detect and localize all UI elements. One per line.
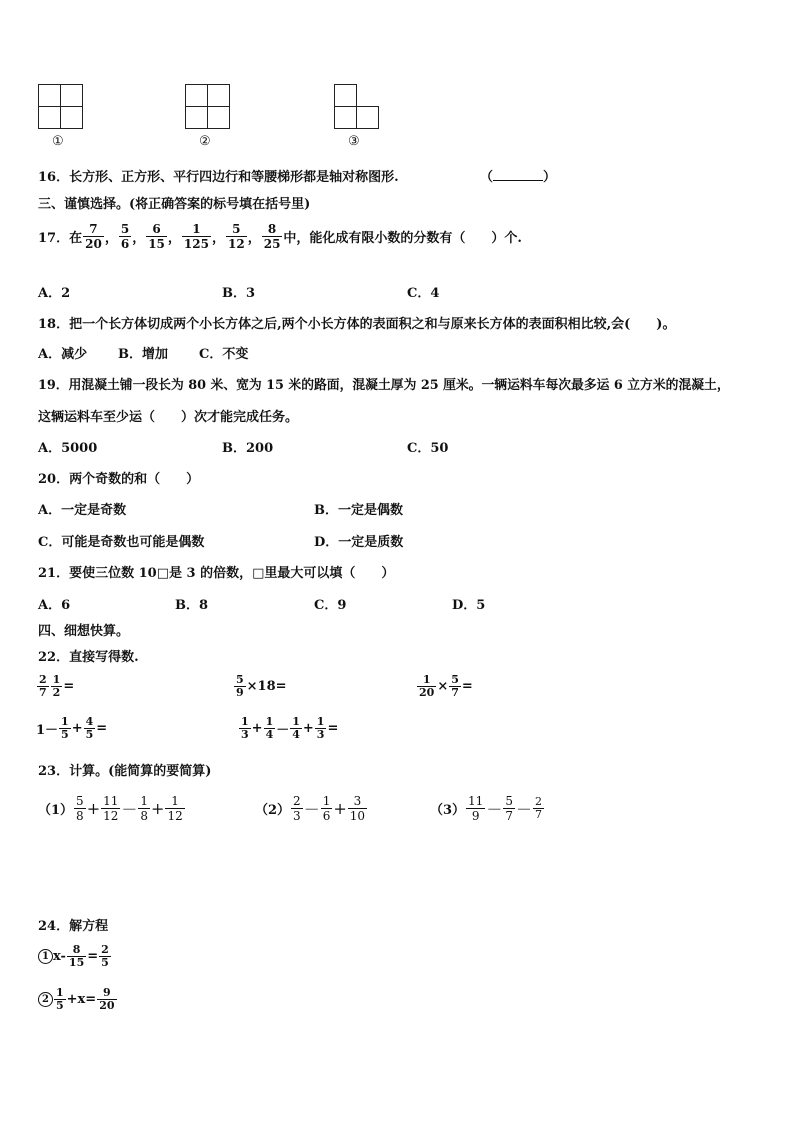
q16-answer-blank[interactable]: （ ）	[480, 170, 557, 185]
q23-problem-3: （3） $\frac{11}{9}$ － $\frac{5}{7}$ － $\frac{2}{7}$	[430, 794, 542, 823]
q18-option-a[interactable]: A．减少	[38, 347, 88, 362]
q17-option-c[interactable]: C．4	[407, 286, 440, 301]
q18-option-b[interactable]: B．增加	[118, 347, 168, 362]
q24-equation-1: 1 x- $\frac{8}{15}$ = $\frac{2}{5}$	[38, 944, 112, 969]
q23-problem-2: （2） $\frac{2}{3}$ － $\frac{1}{6}$ + $\frac{3}{10}$	[255, 794, 366, 823]
q22-expr-1: $\frac{2}{7}$ $\frac{1}{2}$ =	[39, 673, 75, 699]
question-20: 20．两个奇数的和（ ）	[38, 472, 200, 487]
question-23-title: 23．计算。(能简算的要简算)	[38, 764, 212, 779]
q19-option-b[interactable]: B．200	[222, 441, 274, 456]
question-18: 18．把一个长方体切成两个小长方体之后,两个小长方体的表面积之和与原来长方体的表面积相比较,会( )。	[38, 317, 676, 332]
fraction: $\frac{6}{15}$	[148, 222, 165, 251]
q21-option-b[interactable]: B．8	[175, 598, 209, 613]
q20-option-b[interactable]: B．一定是偶数	[314, 503, 403, 518]
circled-number: 2	[38, 992, 53, 1007]
q23-problem-1: （1） $\frac{5}{8}$ + $\frac{11}{12}$ － $\frac{1}{8}$ + $\frac{1}{12}$	[38, 794, 183, 823]
question-24-title: 24．解方程	[38, 919, 109, 934]
q20-option-c[interactable]: C．可能是奇数也可能是偶数	[38, 535, 205, 550]
figure-1-label: ①	[52, 134, 64, 149]
q20-option-a[interactable]: A．一定是奇数	[38, 503, 127, 518]
figure-2-label: ②	[199, 134, 211, 149]
section-3-heading: 三、谨慎选择。(将正确答案的标号填在括号里)	[38, 197, 311, 212]
section-4-heading: 四、细想快算。	[38, 624, 130, 639]
q16-number: 16．	[38, 170, 70, 185]
fraction: $\frac{8}{25}$	[263, 222, 281, 251]
q19-option-a[interactable]: A．5000	[38, 441, 98, 456]
question-17: 17． 在 $\frac{7}{20}$ ， $\frac{5}{6}$ ， $\frac{6}{15}$ ， $\frac{1}{125}$ ， $\frac{5}{12}$ ， $\frac{8}{25}$ 中，能化成有限小数的分数有（ ）个.	[38, 222, 522, 251]
q16-text: 长方形、正方形、平行四边行和等腰梯形都是轴对称图形.	[69, 170, 399, 185]
fraction: $\frac{5}{6}$	[120, 222, 130, 251]
question-19-line-1: 19．用混凝土铺一段长为 80 米、宽为 15 米的路面，混凝土厚为 25 厘米。一辆运料车每次最多运 6 立方米的混凝土，	[38, 378, 730, 393]
question-16	[38, 166, 399, 185]
q21-option-a[interactable]: A．6	[38, 598, 71, 613]
fraction: $\frac{7}{20}$	[85, 222, 102, 251]
q21-option-c[interactable]: C．9	[314, 598, 347, 613]
question-21: 21．要使三位数 10□是 3 的倍数，□里最大可以填（ ）	[38, 566, 395, 581]
fraction: $\frac{5}{12}$	[228, 222, 245, 251]
q17-option-a[interactable]: A．2	[38, 286, 71, 301]
q22-expr-3: $\frac{1}{20}$ × $\frac{5}{7}$ =	[419, 673, 473, 699]
question-22-title: 22．直接写得数.	[38, 650, 139, 665]
question-19-line-2: 这辆运料车至少运（ ）次才能完成任务。	[38, 410, 299, 425]
q21-option-d[interactable]: D．5	[452, 598, 486, 613]
q19-option-c[interactable]: C．50	[407, 441, 449, 456]
q22-expr-5: $\frac{1}{3}$ + $\frac{1}{4}$ － $\frac{1}{4}$ + $\frac{1}{3}$ =	[241, 715, 339, 741]
fraction: $\frac{1}{125}$	[183, 222, 209, 251]
q18-option-c[interactable]: C．不变	[199, 347, 249, 362]
q22-expr-4: 1－ $\frac{1}{5}$ + $\frac{4}{5}$ =	[36, 715, 108, 741]
q24-equation-2: 2 $\frac{1}{5}$ +x= $\frac{9}{20}$	[38, 987, 118, 1012]
q22-expr-2: $\frac{5}{9}$ ×18 =	[236, 673, 287, 699]
q17-option-b[interactable]: B．3	[222, 286, 256, 301]
figure-3-label: ③	[348, 134, 360, 149]
circled-number: 1	[38, 949, 53, 964]
q20-option-d[interactable]: D．一定是质数	[314, 535, 404, 550]
